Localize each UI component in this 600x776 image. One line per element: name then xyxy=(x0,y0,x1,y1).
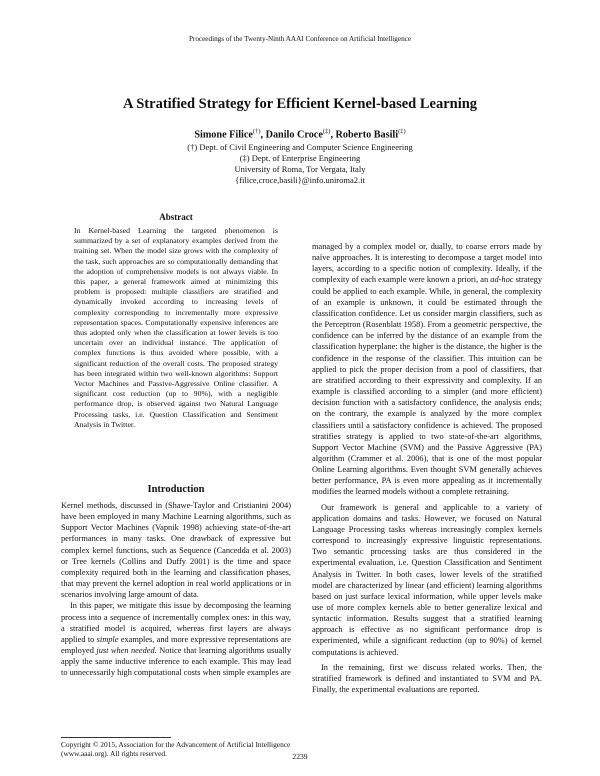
abstract-text: In Kernel-based Learning the targeted phenomenon is summarized by a set of explanatory examples derived from the training set. When the model size grows with the complexity of the task, such approaches are so computationally demanding that the adoption of comprehensive models is not always viable. In this paper, a general framework aimed at minimizing this problem is proposed: multiple classifiers are stratified and dynamically invoked according to increasing levels of complexity corresponding to incrementally more expressive representation spaces. Computationally expensive inferences are thus adopted only when the classification at lower levels is too uncertain over an individual instance. The application of complex functions is thus avoided where possible, with a significant reduction of the overall costs. The proposed strategy has been integrated within two well-known algorithms: Support Vector Machines and Passive-Aggressive Online classifier. A significant cost reduction (up to 90%), with a negligible performance drop, is observed against two Natural Language Processing tasks, i.e. Question Classification and Sentiment Analysis in Twitter. xyxy=(74,226,278,429)
page-number: 2239 xyxy=(292,752,308,761)
right-column-text xyxy=(312,241,542,695)
author-name: Roberto Basili xyxy=(335,129,399,141)
proceedings-header: Proceedings of the Twenty-Ninth AAAI Conference on Artificial Intelligence xyxy=(188,35,412,43)
footnote-rule xyxy=(61,737,171,738)
intro-paragraph: managed by a complex model or, dually, to coarse errors made by naïve approaches. It is interesting to decompose a target model into layers, according to a specific notion of complexity. Ideally, if the complexity of each example were known a priori, an ad-hoc strategy could be applied to each example. While, in general, the complexity of an example is unknown, it could be estimated through the classification confidence. Let us consider margin classifiers, such as the Perceptron (Rosenblatt 1958). From a geometric perspective, the confidence can be inferred by the distance of an example from the classification hyperplane: the higher is the distance, the higher is the confidence in the response of the classifier. This intuition can be applied to pick the proper decision from a pool of classifiers, that are stratified according to their expressivity and complexity. If an example is classified according to a simpler (and more efficient) decision function with a satisfactory confidence, the analysis ends; on the contrary, the example is analyzed by the more complex classifiers until a satisfactory confidence is achieved. The proposed stratifies strategy is applied to two state-of-the-art algorithms, Support Vector Machine (SVM) and the Passive Aggressive (PA) algorithm (Crammer et al. 2006), that is one of the most popular Online Learning algorithms. Even thought SVM generally achieves better performance, PA is even more appealing as it incrementally modifies the learned models without a complete retraining. xyxy=(312,242,543,497)
intro-paragraph: In this paper, we mitigate this issue by decomposing the learning process into a sequence of incrementally complex ones: in this way, a stratified model is acquired, whereas first layers are always applied to simple examples, and more expressive representations are employed just when needed. Notice that learning algorithms usually apply the same inductive inference to each example. This may lead to unnecessarily high computational costs when simple examples are xyxy=(61,601,291,678)
author-mark: (†) xyxy=(252,128,261,135)
affiliation-line: (†) Dept. of Civil Engineering and Computer Science Engineering xyxy=(187,142,413,152)
affiliation-line: University of Roma, Tor Vergata, Italy xyxy=(234,164,366,174)
intro-paragraph: Kernel methods, discussed in (Shawe-Taylor and Cristianini 2004) have been employed in many Machine Learning algorithms, such as Support Vector Machines (Vapnik 1998) achieving state-of-the-art performances in many tasks. One drawback of expressive but complex kernel functions, such as Sequence (Cancedda et al. 2003) or Tree kernels (Collins and Duffy 2001) is the time and space complexity required both in the learning and classification phases, that may prevent the kernel adoption in real world applications or in scenarios involving large amount of data. xyxy=(61,501,291,600)
author-name: Danilo Croce xyxy=(265,129,323,141)
author-mark: (‡) xyxy=(398,128,406,135)
intro-paragraph: In the remaining, first we discuss related works. Then, the stratified framework is defined and instantiated to SVM and PA. Finally, the experimental evaluations are reported. xyxy=(312,662,542,695)
left-column-text xyxy=(61,500,291,679)
affiliation-line: (‡) Dept. of Enterprise Engineering xyxy=(239,153,361,163)
paper-title: A Stratified Strategy for Efficient Kernel-based Learning xyxy=(122,96,478,112)
copyright-notice: Copyright © 2015, Association for the Advancement of Artificial Intelligence (www.aaai.org). All rights reserved. xyxy=(61,740,291,758)
author-list: Simone Filice(†), Danilo Croce(‡), Roberto Basili(‡) xyxy=(194,128,406,141)
abstract-heading: Abstract xyxy=(159,212,193,222)
abstract-body xyxy=(74,226,278,430)
author-mark: (‡) xyxy=(322,128,331,135)
author-name: Simone Filice xyxy=(194,129,253,141)
intro-paragraph: Our framework is general and applicable to a variety of application domains and tasks. However, we focused on Natural Language Processing tasks whereas increasingly complex kernels correspond to increasingly expressive linguistic representations. Two semantic processing tasks are thus considered in the experimental evaluation, i.e. Question Classification and Sentiment Analysis in Twitter. In both cases, lower levels of the stratified model are characterized by linear (and efficient) learning algorithms based on just surface lexical information, while upper levels make use of more complex kernels able to better generalize lexical and syntactic information. Results suggest that a stratified learning approach is effective as no significant performance drop is experimented, while a significant reduction (up to 90%) of kernel computations is achieved. xyxy=(312,502,542,657)
introduction-heading: Introduction xyxy=(147,484,205,495)
author-emails: {filice,croce,basili}@info.uniroma2.it xyxy=(235,175,365,185)
